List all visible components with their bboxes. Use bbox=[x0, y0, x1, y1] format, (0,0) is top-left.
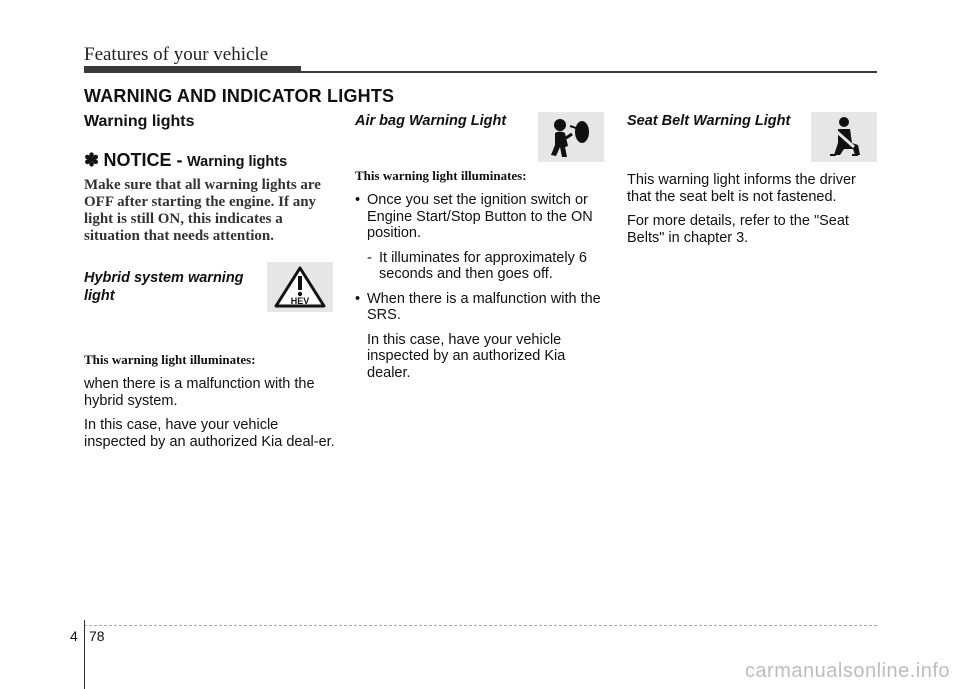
svg-text:HEV: HEV bbox=[290, 296, 310, 306]
hybrid-heading-line2: light bbox=[84, 288, 115, 304]
notice-word: NOTICE - bbox=[103, 150, 183, 170]
airbag-bullet-2-text: When there is a malfunction with the SRS. bbox=[367, 290, 601, 323]
seatbelt-icon bbox=[811, 112, 877, 162]
airbag-icon bbox=[538, 112, 604, 162]
hybrid-illuminates: This warning light illuminates: bbox=[84, 352, 256, 367]
seatbelt-paragraph-1: This warning light informs the driver that the seat belt is not fastened. bbox=[627, 172, 856, 205]
hybrid-heading-line1: Hybrid system warning bbox=[84, 270, 244, 286]
airbag-bullet-1-text: Once you set the ignition switch or Engine Start/Stop Button to the ON position. bbox=[367, 192, 593, 241]
airbag-bullet-2-sub: In this case, have your vehicle inspected by an authorized Kia dealer. bbox=[367, 331, 566, 381]
hev-warning-triangle-icon bbox=[267, 262, 333, 312]
page-divider bbox=[84, 620, 85, 689]
header-rule bbox=[84, 71, 877, 73]
airbag-bullet-1-sub bbox=[355, 250, 607, 283]
warning-lights-heading: Warning lights bbox=[84, 113, 195, 130]
airbag-bullet-1 bbox=[355, 192, 607, 242]
bullet-dot: • bbox=[355, 290, 361, 307]
hybrid-paragraph-2: In this case, have your vehicle inspected by an authorized Kia deal-er. bbox=[84, 417, 335, 450]
seatbelt-paragraph-2: For more details, refer to the "Seat Belts" in chapter 3. bbox=[627, 213, 849, 246]
bullet-dot: • bbox=[355, 192, 361, 208]
dash-mark: - bbox=[367, 249, 372, 266]
watermark: carmanualsonline.info bbox=[744, 660, 950, 682]
hybrid-paragraph-1: when there is a malfunction with the hybrid system. bbox=[84, 376, 315, 409]
airbag-bullet-2 bbox=[355, 291, 607, 324]
notice-heading bbox=[84, 150, 336, 171]
airbag-illuminates: This warning light illuminates: bbox=[355, 168, 527, 183]
chapter-number: 4 bbox=[70, 628, 78, 644]
notice-text: Make sure that all warning lights are OFF after starting the engine. If any light is still ON, this indicates a situation that needs attention. bbox=[84, 177, 321, 244]
hybrid-heading bbox=[84, 269, 254, 305]
notice-subtitle: Warning lights bbox=[187, 154, 288, 170]
header-title: Features of your vehicle bbox=[84, 44, 269, 65]
page-number: 78 bbox=[89, 628, 105, 644]
airbag-heading: Air bag Warning Light bbox=[355, 113, 507, 129]
section-title: WARNING AND INDICATOR LIGHTS bbox=[84, 86, 395, 106]
airbag-bullet-1-sub-text: It illuminates for approximately 6 seconds and then goes off. bbox=[379, 249, 587, 282]
seatbelt-heading: Seat Belt Warning Light bbox=[627, 113, 791, 129]
notice-star-icon: ✽ bbox=[84, 150, 100, 170]
footer-rule bbox=[84, 625, 877, 626]
